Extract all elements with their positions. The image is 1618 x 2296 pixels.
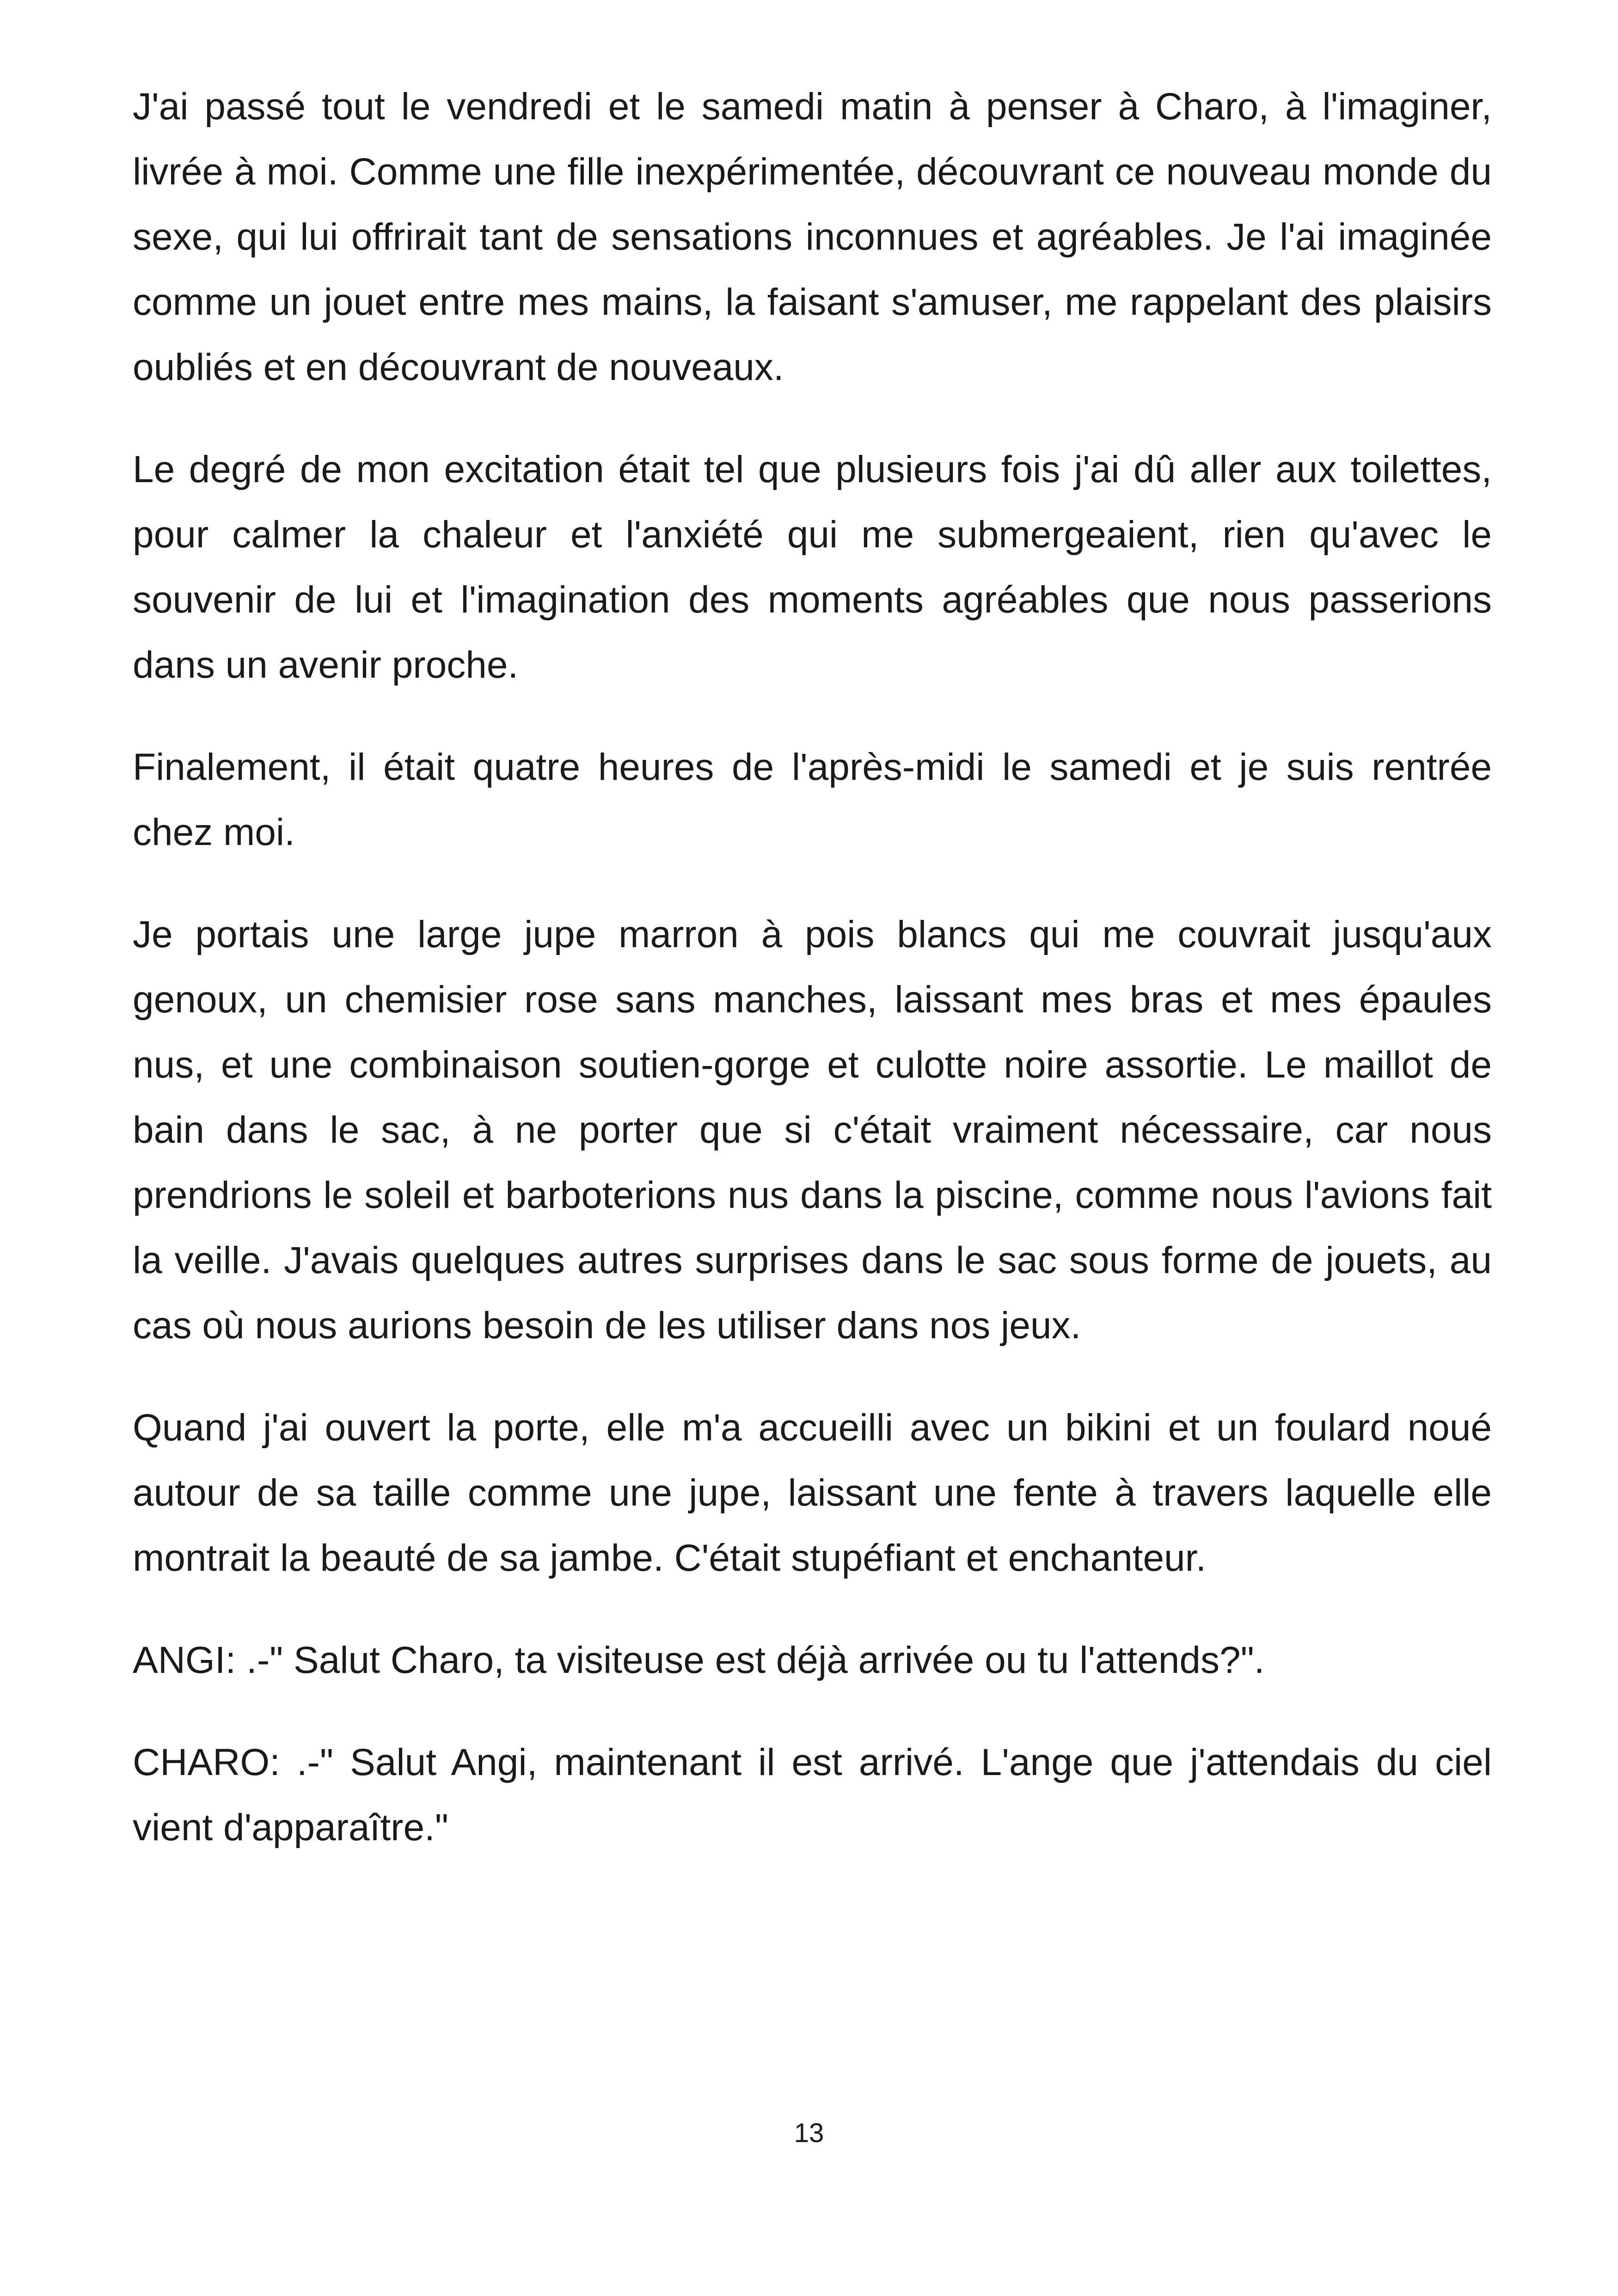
paragraph: Quand j'ai ouvert la porte, elle m'a accueilli avec un bikini et un foulard noué autour de sa taille comme une jupe, laissant une fente à travers laquelle elle montrait la beauté de sa jambe. C'était stupéfiant et enchanteur. — [133, 1407, 1492, 1579]
paragraph: J'ai passé tout le vendredi et le samedi matin à penser à Charo, à l'imaginer, livrée à moi. Comme une fille inexpérimentée, découvrant ce nouveau monde du sexe, qui lui offrirait tant de sensations inconnues et agréables. Je l'ai imaginée comme un jouet entre mes mains, la faisant s'amuser, me rappelant des plaisirs oubliés et en découvrant de nouveaux. — [133, 86, 1492, 388]
paragraph: Finalement, il était quatre heures de l'après-midi le samedi et je suis rentrée chez moi. — [133, 746, 1492, 853]
page-body — [133, 74, 1492, 1860]
paragraph: Le degré de mon excitation était tel que plusieurs fois j'ai dû aller aux toilettes, pour calmer la chaleur et l'anxiété qui me submergeaient, rien qu'avec le souvenir de lui et l'imagination des moments agréables que nous passerions dans un avenir proche. — [133, 448, 1492, 686]
dialogue-line: ANGI: .-" Salut Charo, ta visiteuse est déjà arrivée ou tu l'attends?". — [133, 1639, 1265, 1681]
paragraph: Je portais une large jupe marron à pois blancs qui me couvrait jusqu'aux genoux, un chemisier rose sans manches, laissant mes bras et mes épaules nus, et une combinaison soutien-gorge et culotte noire assortie. Le maillot de bain dans le sac, à ne porter que si c'était vraiment nécessaire, car nous prendrions le soleil et barboterions nus dans la piscine, comme nous l'avions fait la veille. J'avais quelques autres surprises dans le sac sous forme de jouets, au cas où nous aurions besoin de les utiliser dans nos jeux. — [133, 913, 1492, 1347]
dialogue-line: CHARO: .-" Salut Angi, maintenant il est arrivé. L'ange que j'attendais du ciel vient d'apparaître." — [133, 1741, 1492, 1849]
page-number: 13 — [794, 2118, 824, 2148]
